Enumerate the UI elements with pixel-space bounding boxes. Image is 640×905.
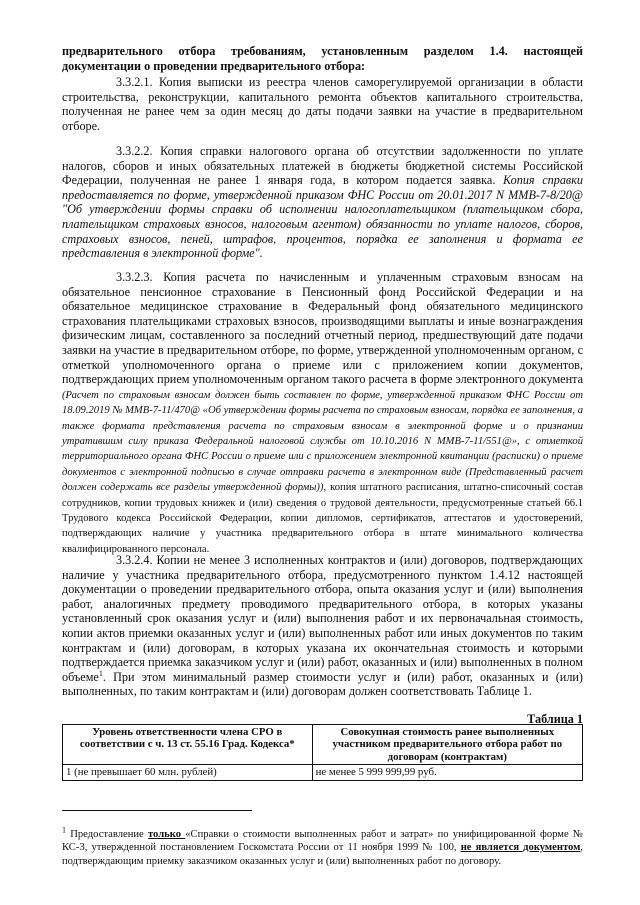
paragraph-text: Копия расчета по начисленным и уплаченным страховым взносам на обязательное пенсионное страхование в Пенсионный фонд Российской Федерации и на обязательное медицинское страхование в Федеральный фонд обязательного медицинского страхования плательщиками страховых взносов, производящими выплаты и иные вознаграждения физическим лицам, составленного за последний отчетный период, предшествующий дате подачи заявки на участие в предварительном отборе, по форме, утвержденной уполномоченным органом, с отметкой уполномоченного органа о приеме или с приложением копии документов, подтверждающих прием уполномоченным органом такого расчета в форме электронного документа — [62, 270, 584, 387]
table-cell: не менее 5 999 999,99 руб. — [312, 765, 582, 780]
paragraph-3-3-2-3 — [62, 270, 583, 556]
footnote — [62, 825, 583, 869]
requirements-table — [62, 724, 583, 781]
paragraph-tail: . При этом минимальный размер стоимости услуг и (или) работ, оказанных и (или) выполненных, по таким контрактам и (или) договорам должен соответствовать Таблице 1. — [62, 669, 583, 699]
paragraph-3-3-2-4 — [62, 553, 583, 699]
table-row — [63, 765, 583, 780]
table-header-row — [63, 725, 583, 765]
paragraph-3-3-2-1 — [62, 75, 583, 133]
paragraph-text: Копии не менее 3 исполненных контрактов и (или) договоров, подтверждающих наличие у участника предварительного отбора, предусмотренного пунктом 1.4.12 настоящей документации о проведении предварительного отбора, опыта оказания услуг и (или) выполнения работ, аналогичных предмету проводимого предварительного отбора, в которых указаны установленный срок оказания услуг и (или) выполнения работ и их первоначальная стоимость, копии актов приемки оказанных услуг и (или) выполненных работ или иных документов по таким контрактам и (или) договорам, в которых указана их окончательная стоимость и которыми подтверждается приемка заказчиком услуг и (или) работ, оказанных и (или) выполненных в полном объеме — [62, 553, 583, 684]
table-header-cell: Уровень ответственности члена СРО в соответствии с ч. 13 ст. 55.16 Град. Кодекса* — [63, 725, 313, 765]
paragraph-number: 3.3.2.1. — [116, 75, 153, 89]
footnote-emphasis: не является документом — [460, 842, 581, 854]
paragraph-number: 3.3.2.4. — [116, 553, 153, 567]
paragraph-tail: копия штатного расписания, штатно-списочный состав сотрудников, копии трудовых книжек и (или) сведения о трудовой деятельности, предусмотренные статьей 66.1 Трудового кодекса Российской Федерации, копии дипломов, сертификатов, аттестатов и удостоверений, подтверждающих наличие у участника предварительного отбора в штате минимального количества квалифицированного персонала. — [62, 482, 584, 555]
paragraph-italic-note: Копия справки предоставляется по форме, утвержденной приказом ФНС России от 20.01.2017 N ММВ-7-8/20@ "Об утверждении формы справки об исполнении налогоплательщиком (плательщиком сбора, плательщиком страховых взносов, налоговым агентом) обязанности по уплате налогов, сборов, страховых взносов, пеней, штрафов, процентов, порядка ее заполнения и формата ее представления в электронной форме". — [62, 173, 583, 261]
paragraph-text: Копия справки налогового органа об отсутствии задолженности по уплате налогов, сборов и иных обязательных платежей в бюджеты бюджетной системы Российской Федерации, полученная не ранее 1 января года, в котором подается заявка. — [62, 144, 583, 188]
table-caption: Таблица 1 — [527, 712, 583, 726]
paragraph-number: 3.3.2.2. — [116, 144, 153, 158]
footnote-divider — [62, 810, 252, 811]
table-cell: 1 (не превышает 60 млн. рублей) — [63, 765, 313, 780]
paragraph-3-3-2-2 — [62, 144, 583, 261]
paragraph-number: 3.3.2.3. — [116, 270, 153, 284]
footnote-text: , подтверждающим приемку заказчиком оказанных услуг и (или) выполненных работ по договору. — [62, 842, 583, 867]
section-heading: предварительного отбора требованиям, установленным разделом 1.4. настоящей документации о проведении предварительного отбора: — [62, 44, 583, 73]
footnote-text: Предоставление — [70, 828, 148, 840]
footnote-ref[interactable]: 1 — [98, 668, 103, 678]
paragraph-italic-note: (Расчет по страховым взносам должен быть составлен по форме, утвержденной приказом ФНС России от 18.09.2019 № ММВ-7-11/470@ «Об утверждении формы расчета по страховым взносам, порядка ее заполнения, а также формата представления расчета по страховым взносам в электронной форме и о признании утратившим силу приказа Федеральной налоговой службы от 10.10.2016 N ММВ-7-11/551@», с отметкой территориального органа ФНС России о приеме или с приложением электронной квитанции (расписки) о приеме документов с электронной подписью в случае отправки расчета в электронном виде (Представленный расчет должен содержать все разделы утвержденной формы)), — [62, 389, 583, 494]
footnote-number: 1 — [62, 825, 66, 835]
footnote-text: «Справки о стоимости выполненных работ и затрат» по унифицированной форме № КС-3, утвержденной постановлением Госкомстата России от 11 ноября 1999 № 100, — [62, 828, 583, 854]
table-header-cell: Совокупная стоимость ранее выполненных участником предварительного отбора работ по договорам (контрактам) — [312, 725, 582, 765]
paragraph-text: Копия выписки из реестра членов саморегулируемой организации в области строительства, реконструкции, капитального ремонта объектов капитального строительства, полученная не ранее чем за один месяц до даты подачи заявки на участие в предварительном отборе. — [62, 75, 583, 133]
footnote-emphasis: только — [147, 828, 186, 840]
